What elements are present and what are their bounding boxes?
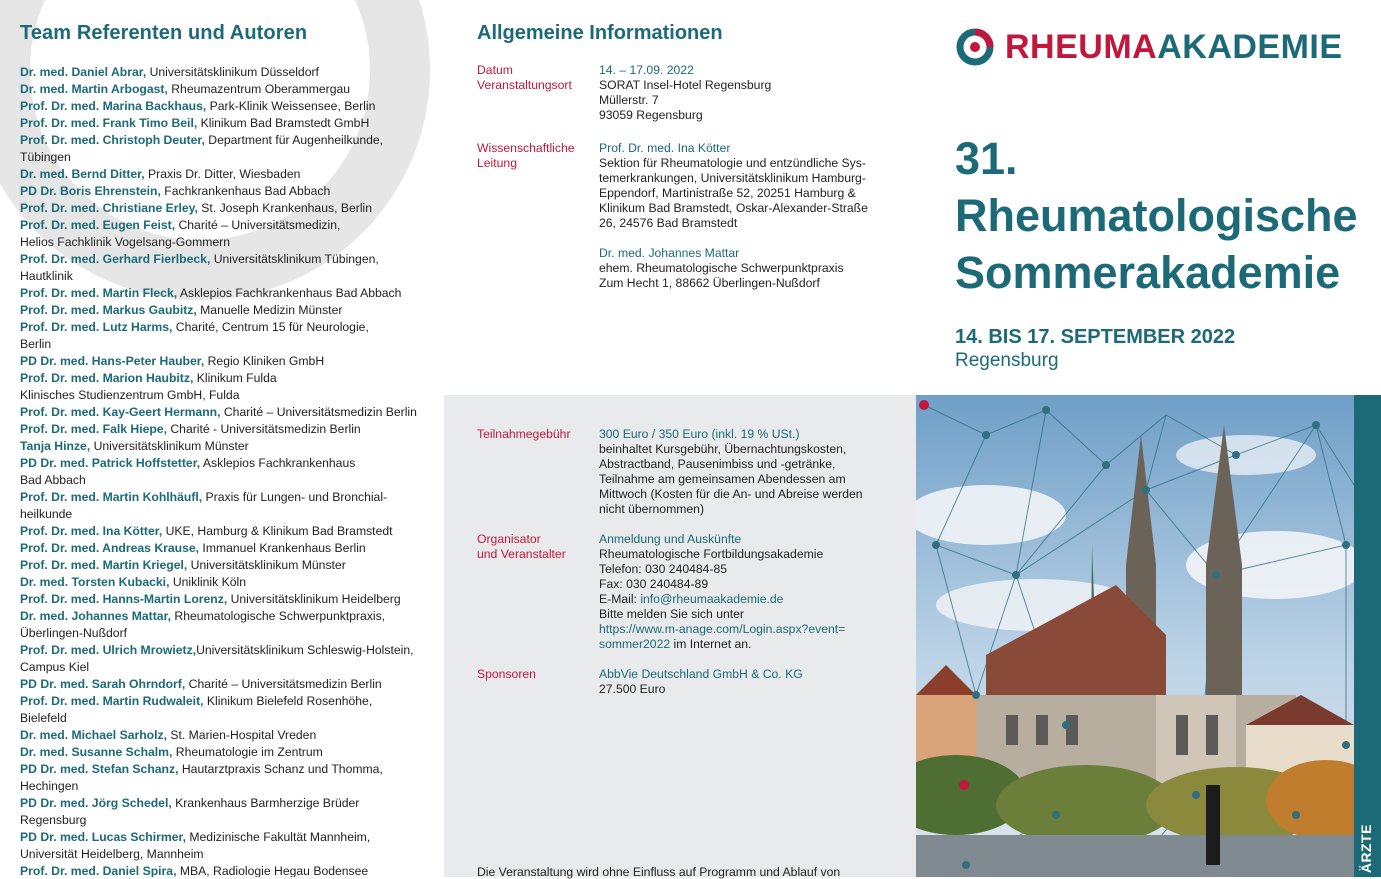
speaker-affiliation: Charité - Universitätsmedizin Berlin: [166, 422, 361, 436]
speaker-entry: [20, 557, 440, 574]
speaker-separator: ,: [196, 456, 201, 470]
speaker-affiliation-cont: Klinisches Studienzentrum GmbH, Fulda: [20, 388, 240, 402]
speaker-affiliation-cont: Universität Heidelberg, Mannheim: [20, 847, 204, 861]
speaker-affiliation: Regio Kliniken GmbH: [204, 354, 325, 368]
info-row-leadership: [477, 141, 907, 291]
speaker-entry: [20, 438, 440, 455]
organizer-label-line: Organisator: [477, 532, 541, 546]
speaker-affiliation: Klinikum Bad Bramstedt GmbH: [197, 116, 370, 130]
speaker-list: [20, 64, 440, 877]
speaker-name: Prof. Dr. med. Lutz Harms: [20, 320, 169, 334]
leader-address-line: Zum Hecht 1, 88662 Überlingen-Nußdorf: [599, 276, 820, 290]
speaker-affiliation: UKE, Hamburg & Klinikum Bad Bramstedt: [162, 524, 393, 538]
speaker-separator: ,: [217, 405, 221, 419]
speaker-separator: ,: [86, 439, 91, 453]
speaker-name: Prof. Dr. med. Markus Gaubitz: [20, 303, 194, 317]
general-info-heading: Allgemeine Informationen: [477, 22, 723, 44]
fee-value: [599, 427, 899, 517]
speaker-entry: [20, 81, 440, 98]
speaker-affiliation-cont: Überlingen-Nußdorf: [20, 626, 128, 640]
speaker-separator: ,: [198, 490, 203, 504]
speaker-affiliation-cont: Berlin: [20, 337, 52, 351]
speaker-entry: [20, 761, 440, 795]
speaker-name: Tanja Hinze: [20, 439, 87, 453]
date-label: Datum: [477, 63, 513, 77]
speaker-affiliation-cont: Tübingen: [20, 150, 71, 164]
venue-line: 93059 Regensburg: [599, 108, 703, 122]
speaker-affiliation: Charité, Centrum 15 für Neurologie,: [172, 320, 369, 334]
leader-name: Dr. med. Johannes Mattar: [599, 246, 740, 260]
speaker-entry: [20, 693, 440, 727]
speaker-entry: [20, 608, 440, 642]
event-city: Regensburg: [955, 350, 1059, 371]
speaker-name: Prof. Dr. med. Hanns-Martin Lorenz: [20, 592, 224, 606]
speaker-separator: ,: [141, 167, 145, 181]
registration-url[interactable]: https://www.m-anage.com/Login.aspx?event=: [599, 622, 846, 636]
speaker-name: PD Dr. Boris Ehrenstein: [20, 184, 158, 198]
registration-url-line: [599, 637, 899, 652]
speaker-affiliation-cont: Helios Fachklinik Vogelsang-Gommern: [20, 235, 230, 249]
speaker-entry: [20, 115, 440, 132]
organizer-value: [599, 532, 899, 652]
speaker-entry: [20, 574, 440, 591]
speaker-separator: ,: [142, 65, 147, 79]
event-title: [955, 130, 1375, 301]
sponsor-name: AbbVie Deutschland GmbH & Co. KG: [599, 667, 803, 681]
speaker-separator: ,: [201, 133, 205, 147]
speaker-entry: [20, 319, 440, 353]
speaker-affiliation: Charité – Universitätsmedizin Berlin: [220, 405, 417, 419]
speaker-separator: ,: [195, 541, 200, 555]
speaker-separator: ,: [181, 677, 186, 691]
speaker-affiliation: Hautarztpraxis Schanz und Thomma,: [178, 762, 383, 776]
speaker-name: Prof. Dr. med. Eugen Feist: [20, 218, 172, 232]
speaker-entry: [20, 166, 440, 183]
speaker-separator: ,: [206, 252, 211, 266]
speaker-name: PD Dr. med. Lucas Schirmer: [20, 830, 183, 844]
speaker-entry: [20, 489, 440, 523]
speaker-name: Prof. Dr. med. Christiane Erley: [20, 201, 195, 215]
leadership-label: [477, 141, 595, 171]
title-edition: 31.: [955, 133, 1018, 184]
speaker-entry: [20, 404, 440, 421]
speaker-separator: ,: [193, 116, 198, 130]
speaker-separator: ,: [166, 575, 170, 589]
sponsor-label: Sponsoren: [477, 667, 536, 681]
speaker-name: PD Dr. med. Patrick Hoffstetter: [20, 456, 197, 470]
speaker-affiliation: Klinikum Bielefeld Rosenhöhe,: [203, 694, 373, 708]
speaker-entry: [20, 642, 440, 676]
speaker-affiliation-cont: Bielefeld: [20, 711, 67, 725]
speaker-entry: [20, 200, 440, 217]
speaker-name: Prof. Dr. med. Andreas Krause: [20, 541, 196, 555]
organizer-note: Bitte melden Sie sich unter: [599, 607, 744, 621]
speaker-separator: ,: [169, 320, 173, 334]
speaker-name: Dr. med. Daniel Abrar: [20, 65, 143, 79]
sponsor-value: [599, 667, 899, 697]
speaker-affiliation: St. Marien-Hospital Vreden: [166, 728, 317, 742]
speaker-separator: ,: [173, 286, 178, 300]
speaker-separator: ,: [171, 218, 176, 232]
speaker-affiliation: Universitätsklinikum Tübingen,: [210, 252, 379, 266]
speaker-separator: ,: [193, 303, 197, 317]
title-line: Rheumatologische: [955, 190, 1358, 241]
leader-address-line: Klinikum Bad Bramstedt, Oskar-Alexander-Straße: [599, 201, 868, 215]
speaker-separator: ,: [202, 99, 207, 113]
speaker-separator: ,: [182, 830, 186, 844]
speaker-affiliation: Rheumatologie im Zentrum: [172, 745, 323, 759]
general-info-panel: [444, 0, 916, 395]
organizer-title: Anmeldung und Auskünfte: [599, 532, 742, 546]
speaker-name: Dr. med. Michael Sarholz: [20, 728, 164, 742]
registration-panel: [444, 395, 916, 877]
speaker-affiliation: Klinikum Fulda: [193, 371, 277, 385]
speaker-affiliation-cont: Hechingen: [20, 779, 79, 793]
leadership-label-line: Wissenschaftliche: [477, 141, 575, 155]
speaker-affiliation: Universitätsklinikum Düsseldorf: [146, 65, 319, 79]
speaker-name: Dr. med. Bernd Ditter: [20, 167, 142, 181]
organizer-phone: Telefon: 030 240484-85: [599, 562, 728, 576]
info-row-date: [477, 63, 907, 79]
speaker-affiliation-cont: heilkunde: [20, 507, 73, 521]
speaker-separator: ,: [168, 796, 172, 810]
speaker-entry: [20, 64, 440, 81]
leader-name: Prof. Dr. med. Ina Kötter: [599, 141, 731, 155]
speaker-entry: [20, 455, 440, 489]
speaker-affiliation: MBA, Radiologie Hegau Bodensee: [176, 864, 369, 877]
info-row-venue: [477, 78, 907, 128]
speaker-separator: ,: [158, 524, 163, 538]
venue-label: Veranstaltungsort: [477, 78, 572, 92]
speaker-entry: [20, 523, 440, 540]
speaker-name: Dr. med. Martin Arbogast: [20, 82, 165, 96]
organizer-fax: Fax: 030 240484-89: [599, 577, 709, 591]
registration-url-suffix: im Internet an.: [670, 637, 752, 651]
speaker-separator: ,: [157, 184, 161, 198]
email-link[interactable]: info@rheumaakademie.de: [640, 592, 784, 606]
speaker-name: Prof. Dr. med. Kay-Geert Hermann: [20, 405, 218, 419]
speaker-name: Prof. Dr. med. Ina Kötter: [20, 524, 159, 538]
leader-address-line: temerkrankungen, Universitätsklinikum Hamburg-: [599, 171, 866, 185]
speaker-entry: [20, 744, 440, 761]
speaker-entry: [20, 251, 440, 285]
speaker-separator: ,: [194, 201, 198, 215]
speaker-affiliation: Praxis für Lungen- und Bronchial-: [202, 490, 388, 504]
speaker-separator: ,: [164, 82, 168, 96]
title-line: Sommerakademie: [955, 247, 1341, 298]
speaker-entry: [20, 302, 440, 319]
speaker-affiliation: Rheumazentrum Oberammergau: [167, 82, 351, 96]
speaker-name: Prof. Dr. med. Martin Rudwaleit: [20, 694, 201, 708]
speaker-affiliation-cont: Hautklinik: [20, 269, 73, 283]
fee-detail-line: Abstractband, Pausenimbiss und -getränke,: [599, 457, 836, 471]
speaker-affiliation-cont: Campus Kiel: [20, 660, 90, 674]
speaker-entry: [20, 829, 440, 863]
email-prefix: E-Mail:: [599, 592, 641, 606]
fee-amount: 300 Euro / 350 Euro (inkl. 19 % USt.): [599, 427, 800, 441]
speaker-entry: [20, 421, 440, 438]
speaker-affiliation: Asklepios Fachkrankenhaus: [200, 456, 356, 470]
speaker-name: PD Dr. med. Hans-Peter Hauber: [20, 354, 201, 368]
speaker-separator: ,: [173, 864, 177, 877]
speaker-name: Prof. Dr. med. Martin Kohlhäufl: [20, 490, 199, 504]
speaker-affiliation: Charité – Universitätsmedizin Berlin: [185, 677, 382, 691]
logo-wordmark: [1005, 27, 1343, 67]
speaker-affiliation-cont: Bad Abbach: [20, 473, 86, 487]
speaker-entry: [20, 217, 440, 251]
fee-detail-line: beinhaltet Kursgebühr, Übernachtungskosten,: [599, 442, 847, 456]
speaker-affiliation: Krankenhaus Barmherzige Brüder: [171, 796, 360, 810]
organizer-name: Rheumatologische Fortbildungsakademie: [599, 547, 824, 561]
speaker-name: Prof. Dr. med. Falk Hiepe: [20, 422, 164, 436]
logo-word-rheuma: RHEUMA: [1005, 28, 1158, 66]
speaker-name: Dr. med. Susanne Schalm: [20, 745, 170, 759]
speaker-affiliation: Immanuel Krankenhaus Berlin: [199, 541, 366, 555]
speaker-name: Prof. Dr. med. Christoph Deuter: [20, 133, 202, 147]
speaker-affiliation: Charité – Universitätsmedizin,: [175, 218, 341, 232]
venue-value: [599, 78, 899, 123]
speaker-affiliation: Praxis Dr. Ditter, Wiesbaden: [144, 167, 301, 181]
speaker-name: PD Dr. med. Sarah Ohrndorf: [20, 677, 182, 691]
speaker-affiliation-cont: Regensburg: [20, 813, 87, 827]
speaker-name: Prof. Dr. med. Ulrich Mrowietz: [20, 643, 193, 657]
speaker-name: Prof. Dr. med. Martin Fleck: [20, 286, 174, 300]
leader-address-line: Sektion für Rheumatologie und entzündliche Sys-: [599, 156, 866, 170]
speaker-affiliation: Rheumatologische Schwerpunktpraxis,: [171, 609, 386, 623]
speaker-affiliation: Park-Klinik Weissensee, Berlin: [206, 99, 376, 113]
registration-url-cont[interactable]: sommer2022: [599, 637, 671, 651]
venue-line: Müllerstr. 7: [599, 93, 659, 107]
speaker-name: Prof. Dr. med. Martin Kriegel: [20, 558, 184, 572]
leadership-label-line: Leitung: [477, 156, 517, 170]
speaker-separator: ,: [163, 728, 167, 742]
speaker-affiliation: Uniklinik Köln: [169, 575, 246, 589]
speaker-entry: [20, 540, 440, 557]
speaker-affiliation: Manuelle Medizin Münster: [196, 303, 343, 317]
speaker-separator: ,: [183, 558, 188, 572]
speaker-name: Prof. Dr. med. Frank Timo Beil: [20, 116, 194, 130]
speaker-separator: ,: [189, 371, 194, 385]
venue-line: SORAT Insel-Hotel Regensburg: [599, 78, 772, 92]
speaker-entry: [20, 795, 440, 829]
leader-address-line: 26, 24576 Bad Bramstedt: [599, 216, 738, 230]
speaker-separator: ,: [192, 643, 197, 657]
speaker-separator: ,: [200, 694, 204, 708]
organizer-label: [477, 532, 595, 562]
speaker-separator: ,: [200, 354, 205, 368]
date-value: 14. – 17.09. 2022: [599, 63, 694, 77]
speaker-affiliation: Universitätsklinikum Münster: [90, 439, 249, 453]
speaker-entry: [20, 285, 440, 302]
speaker-name: Prof. Dr. med. Marina Backhaus: [20, 99, 203, 113]
speaker-separator: ,: [175, 762, 179, 776]
info-row-sponsor: [477, 667, 907, 699]
info-row-organizer: [477, 532, 907, 652]
speaker-separator: ,: [163, 422, 167, 436]
speaker-affiliation: Universitätsklinikum Münster: [187, 558, 346, 572]
audience-sidebar: [1354, 395, 1381, 877]
speaker-entry: [20, 591, 440, 608]
speaker-entry: [20, 727, 440, 744]
speaker-affiliation: Asklepios Fachkrankenhaus Bad Abbach: [177, 286, 402, 300]
sponsor-amount: 27.500 Euro: [599, 682, 666, 696]
speaker-entry: [20, 863, 440, 877]
fee-detail-line: Mittwoch (Kosten für die An- und Abreise werden: [599, 487, 863, 501]
speaker-name: Prof. Dr. med. Marion Haubitz: [20, 371, 190, 385]
audience-label: ÄRZTE: [1358, 823, 1374, 873]
logo-emblem-icon: [955, 27, 995, 67]
event-date: 14. BIS 17. SEPTEMBER 2022: [955, 326, 1236, 348]
speaker-name: Dr. med. Johannes Mattar: [20, 609, 168, 623]
speaker-affiliation: St. Joseph Krankenhaus, Berlin: [197, 201, 373, 215]
footnote: Die Veranstaltung wird ohne Einfluss auf Programm und Ablauf von: [477, 865, 841, 879]
speaker-entry: [20, 183, 440, 200]
organizer-label-line: und Veranstalter: [477, 547, 566, 561]
speaker-affiliation: Medizinische Fakultät Mannheim,: [185, 830, 371, 844]
speaker-entry: [20, 370, 440, 404]
speaker-separator: ,: [169, 745, 173, 759]
fee-label: Teilnahmegebühr: [477, 427, 571, 441]
speaker-name: Prof. Dr. med. Daniel Spira: [20, 864, 174, 877]
speaker-name: Prof. Dr. med. Gerhard Fierlbeck: [20, 252, 207, 266]
speaker-affiliation: Department für Augenheilkunde,: [204, 133, 384, 147]
speaker-affiliation: Fachkrankenhaus Bad Abbach: [160, 184, 331, 198]
speaker-affiliation: Universitätsklinikum Schleswig-Holstein,: [196, 643, 414, 657]
speaker-separator: ,: [167, 609, 172, 623]
speaker-affiliation: Universitätsklinikum Heidelberg: [227, 592, 401, 606]
fee-detail-line: Teilnahme am gemeinsamen Abendessen am: [599, 472, 846, 486]
leadership-value: [599, 141, 899, 291]
speakers-heading: Team Referenten und Autoren: [20, 22, 308, 44]
speaker-name: PD Dr. med. Stefan Schanz: [20, 762, 176, 776]
regensburg-cathedral-photo: [916, 395, 1354, 877]
leader-address-line: ehem. Rheumatologische Schwerpunktpraxis: [599, 261, 844, 275]
speaker-entry: [20, 353, 440, 370]
speaker-column: [0, 0, 444, 877]
speaker-separator: ,: [223, 592, 228, 606]
speaker-name: Dr. med. Torsten Kubacki: [20, 575, 167, 589]
organizer-email-line: [599, 592, 899, 607]
speaker-name: PD Dr. med. Jörg Schedel: [20, 796, 169, 810]
info-row-fee: [477, 427, 907, 517]
logo-word-akademie: AKADEMIE: [1157, 28, 1343, 66]
fee-detail-line: nicht übernommen): [599, 502, 704, 516]
leader-address-line: Eppendorf, Martinistraße 52, 20251 Hamburg &: [599, 186, 856, 200]
speaker-entry: [20, 676, 440, 693]
speaker-entry: [20, 132, 440, 166]
speaker-entry: [20, 98, 440, 115]
cathedral-illustration: [916, 395, 1354, 877]
